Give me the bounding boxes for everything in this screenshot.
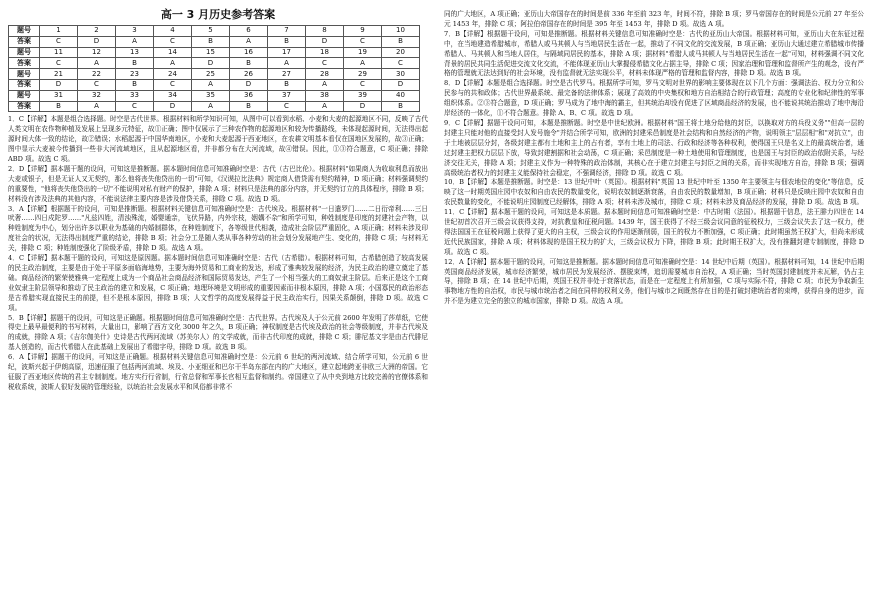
answer-table-row: [9, 36, 420, 47]
answer-cell: 5: [192, 26, 230, 37]
answer-table-row: [9, 90, 420, 101]
answer-cell: 10: [382, 26, 420, 37]
answer-cell: 31: [40, 90, 78, 101]
row-label: 题号: [9, 69, 40, 80]
answer-cell: B: [268, 36, 306, 47]
page-title: 高一 3 月历史参考答案: [160, 8, 276, 21]
explanation-paragraph: 12．A【详解】据本题干题的设问，可知这是推断题。据本题时间信息可知准确时空是：14 世纪中后期（英国）。根据材料可知，14 世纪中后期英国商品经济发展，城市经济繁荣，城市居民为发展经济、摆脱束缚，追切需要城市自治权，A 项正确；当时英国封建制度并未瓦解，仍占主导，排除 B 项；在 14 世纪中后期，英国王权并非处于衰落状态，而是在一定程度上有所加强，C 项与实际不符，排除 C 项；市民为争取新生事物地方性的自治权，市民与城市统治者之间在同样的权利义务，他们与城市之间既然存在目的是打破封建统治者的束缚，获得自身的进步，而并不是为建立完全的独立的城市国家，排除 D 项。故选 A 项。: [444, 257, 864, 306]
explanation-paragraph: 3．A【详解】根据题干的设问，可知是推断题。根据材料关键信息可知准确时空是：古代埃及。根据材料"一日遣罗门……二日衍帝利……三日吠奢……四日戍陀罗……"凡兹四姓，清浊殊流，婚婴通亲，飞伏异路，内外宗枝，姻媾不杂"和所学可知，种姓制度是印度的封建社会产物，以种姓制度为中心，划分出许多以职业为基础的内婚制群体，在种姓制度下，各等级世代相袭，造成社会阶层严重固化，A 项正确；材料未涉及印度社会的状况，无法得出制度严重的结论，排除 B 项；社会分工是随人类从事各种劳动的社会划分发展地产生、变化的，排除 C 项；与材料无关，排除 C 项；种姓制度强化了阶级矛盾，排除 D 项。故选 A 项。: [8, 204, 428, 253]
row-label: 题号: [9, 90, 40, 101]
answer-cell: D: [78, 36, 116, 47]
answer-cell: C: [268, 101, 306, 112]
right-column: [444, 10, 864, 307]
answer-cell: 13: [116, 47, 154, 58]
answer-cell: C: [78, 79, 116, 90]
answer-cell: D: [192, 58, 230, 69]
explanation-paragraph: 9．C【详解】据题干设问可知，本题是推断题。时空是中世纪欧洲。根据材料"国王将土地分给他的封臣，以换取对方的兵役义务""但高一层的封建主只能对他的直接受封人发号施令"并结合所学可知，欧洲的封建采邑制度是社会结构和自然经济的产物，说明领主"层层相"和"对抗立"，由于土地被层层分封，各级封建主都有土地和主上的占有者，享有土地上的司法、行政和经济等各种权利，使得国王只是名义上的最高统治者，通过封建主把权力层层下放，导致封建割据和社会动荡，C 项正确；采邑制度是一种土地使用和管理制度，也是国王与封臣的政治依附关系，与经济交往无关，排除 A 项；封建主义作为一种特殊的政治体制，其核心在于建立封建主与封臣之间的关系，而非实现地方自治，排除 B 项；强调高级统治者权力的封建主义能保持社会稳定，不强调经济，排除 D 项。故选 C 项。: [444, 118, 864, 177]
answer-cell: 15: [192, 47, 230, 58]
answer-cell: 4: [154, 26, 192, 37]
answer-cell: 22: [78, 69, 116, 80]
answer-cell: A: [154, 58, 192, 69]
explanation-paragraph: 7．B【详解】根据题干设问，可知是推断题。根据材料关键信息可知准确时空是：古代的亚历山大帝国。根据材料可知，亚历山大在东征过程中，在当地建造希腊城市，希腊人或马其顿人与当地居民生活在一起，推动了不同文化的交流发展，B 项正确；亚历山大通过建立希腊城市传播希腊人、马其顿人和当地人居住，与隔域同居民的基本，排除 A 项；据材料"希腊人或马其顿人与当地居民生活在一起"可知，材料强调不同文化背景的居民共同生活促进交流文化交流，不能体现亚历山大掌握侵希腊文化占据主导，排除 C 项；因家治理和管理和监督所产生的观念，没有严格的管理就无法达到好的社会环境，没有监督就无法实现公平，材料未体现严格的管理和监督内容，排除 D 项。故选 B 项。: [444, 29, 864, 78]
answer-cell: B: [116, 58, 154, 69]
answer-cell: C: [154, 36, 192, 47]
answer-cell: D: [40, 79, 78, 90]
answer-table-row: [9, 69, 420, 80]
row-label: 答案: [9, 79, 40, 90]
answer-cell: C: [116, 101, 154, 112]
answer-cell: 18: [306, 47, 344, 58]
explanation-paragraph: 5．B【详解】据题干的设问，可知这是正确题。根据题时间信息可知准确时空是：古代世界。古代埃及人于公元前 2600 年发明了莎草纸，它使得史上最早最便利的书写材料，大量出口，影响了西方文化 3000 年之久，B 项正确；神权制度是古代埃及政治的社会等级制度，并非古代埃及的成就，排除 A 项；《吉尔伽美什》史诗是古代两河流域（苏美尔人）的文学成就，而非古代印度的成就，排除 C 项；腓尼基文字是由古代腓尼基人创造的，而古代希腊人在此基础上发展出了希腊字母，排除 D 项。故选 B 项。: [8, 313, 428, 352]
answer-cell: 3: [116, 26, 154, 37]
answer-cell: B: [192, 36, 230, 47]
answer-cell: 2: [78, 26, 116, 37]
answer-cell: 23: [116, 69, 154, 80]
answer-cell: 35: [192, 90, 230, 101]
row-label: 答案: [9, 36, 40, 47]
answer-cell: C: [344, 79, 382, 90]
explanation-paragraph: 4．C【详解】据本题干题的设问，可知这是原因题。据本题时间信息可知准确时空是：古代（古希腊）。根据材料可知，古希腊创造了较高发展的民主政治制度，主要是由于处于平原多面临海地势，主要为海外贸易和工商业的发达，形成了雅典较发展的经济，为民主政治的建立奠定了基础。商品经济的繁荣使雅典一定程度上成为一个商品社会商品经济和国际贸易发达，产生了一个相当强大的工商奴隶主阶层。后来正是这个工商业奴隶主阶层领导和推动了民主政治的建立和发展，C 项正确；地理环境是文明形成的重要因素而非根本原因，排除 A 项；小国寡民的政治形态是古希腊实现直接民主的前提，但不是根本原因，排除 B 项；人文哲学的高度发展得益于民主政治实行，因果关系颠倒，排除 D 项。故选 C 项。: [8, 254, 428, 312]
answer-cell: 27: [268, 69, 306, 80]
answer-cell: B: [382, 36, 420, 47]
row-label: 题号: [9, 26, 40, 37]
explanation-paragraph: 11．C【详解】据本题干题的设问，可知这是本质题。据本题时间信息可知准确时空是：中古时期（法国）。根据题干信息，法王腓力四世在 14 世纪初首次召开三级会议获得支持，对抗教皇和征税问题。1439 年，国王获得了不经三级会议同意的征税权力，三级会议失去了这一权力，使得法国国王在征税问题上获得了更大的自主权，三级会议的作用逐渐削弱，国王的权力不断加强，C 项正确；此时期虽然王权扩大，但尚未形成近代民族国家，排除 A 项；材料体现的是国王权力的扩大，三级会议权力下降，排除 B 项；此时期王权扩大，没有推翻封建专制制度，排除 D 项。故选 C 项。: [444, 208, 864, 256]
answer-cell: B: [268, 79, 306, 90]
answer-cell: 9: [344, 26, 382, 37]
answer-cell: A: [344, 58, 382, 69]
answer-cell: C: [382, 58, 420, 69]
row-label: 答案: [9, 58, 40, 69]
answer-cell: B: [230, 58, 268, 69]
answer-cell: 29: [344, 69, 382, 80]
answer-cell: A: [78, 58, 116, 69]
answer-cell: 25: [192, 69, 230, 80]
answer-cell: B: [40, 101, 78, 112]
answer-cell: 14: [154, 47, 192, 58]
answer-cell: A: [192, 101, 230, 112]
answer-cell: 34: [154, 90, 192, 101]
answer-cell: D: [306, 36, 344, 47]
answer-cell: 36: [230, 90, 268, 101]
answer-cell: 21: [40, 69, 78, 80]
answer-cell: 20: [382, 47, 420, 58]
answer-cell: 24: [154, 69, 192, 80]
answer-cell: 26: [230, 69, 268, 80]
answer-cell: 37: [268, 90, 306, 101]
answer-cell: 30: [382, 69, 420, 80]
answer-cell: A: [192, 79, 230, 90]
answer-cell: 33: [116, 90, 154, 101]
answer-cell: 38: [306, 90, 344, 101]
row-label: 答案: [9, 101, 40, 112]
answer-cell: B: [382, 101, 420, 112]
answer-cell: 8: [306, 26, 344, 37]
answer-cell: 1: [40, 26, 78, 37]
answer-cell: 7: [268, 26, 306, 37]
answer-cell: A: [78, 101, 116, 112]
answer-cell: D: [154, 101, 192, 112]
explanation-paragraph: 同的广大地区，A 项正确；亚历山大帝国存在的时间是前 336 年至前 323 年，时间不符，排除 B 项；罗马帝国存在的时间是公元前 27 年至公元 1453 年，排除 C 项；阿拉伯帝国存在的时间是 395 年至 1453 年，排除 D 项。故选 A 项。: [444, 10, 864, 28]
answer-cell: 6: [230, 26, 268, 37]
answer-cell: 39: [344, 90, 382, 101]
answer-cell: D: [230, 79, 268, 90]
answer-table: [8, 25, 420, 112]
answer-cell: A: [306, 79, 344, 90]
answer-table-row: [9, 58, 420, 69]
right-explanations: [444, 10, 864, 307]
answer-cell: 19: [344, 47, 382, 58]
answer-table-row: [9, 101, 420, 112]
explanation-paragraph: 10．B【详解】本题是推断题。时空是：13 世纪中叶（英国）。根据材料"英国 13 世纪中叶至 1350 年主要领主与佃农地位的变化"等信息，反映了这一时期英国庄园中农奴和自由农民的数量变化，说明农奴制逐渐衰落，自由农民的数量增加，B 项正确；材料只是反映庄园中农奴和自由农民数量的变化，不能说明庄园制度已经解体，排除 A 项；材料未涉及城市，排除 C 项；材料未涉及商品经济的发展，排除 D 项。故选 B 项。: [444, 178, 864, 207]
answer-cell: C: [306, 58, 344, 69]
answer-table-row: [9, 47, 420, 58]
answer-cell: A: [116, 36, 154, 47]
explanation-paragraph: 1．C【详解】本题是组合选择题。时空是古代世界。根据材料和所学知识可知，从图中可以看到水稻、小麦和大麦的起源地区不同，反映了古代人类文明在农作物种植及发展上呈现多元特征，故①正确；图中仅展示了三种农作物的起源地区和较为传播路线，未体现起源时间，无法得出起源时间大体一致的结论，故②错误；水稻起源于中国华南地区，小麦和大麦起源于西亚地区，在农耕文明基本看仅在国地区发展的，故③正确；图中显示大麦被今传播到一些非大河流域地区，且从起源地区看，并非都分布在大河流域，故④错误。因此，①③符合题意，C 项正确；排除 ABD 项。故选 C 项。: [8, 115, 428, 163]
answer-cell: B: [116, 79, 154, 90]
answer-cell: A: [230, 36, 268, 47]
row-label: 题号: [9, 47, 40, 58]
answer-cell: C: [154, 79, 192, 90]
answer-cell: 17: [268, 47, 306, 58]
answer-cell: C: [40, 58, 78, 69]
answer-cell: 28: [306, 69, 344, 80]
answer-cell: 32: [78, 90, 116, 101]
answer-cell: 11: [40, 47, 78, 58]
answer-table-row: [9, 79, 420, 90]
left-column: [8, 6, 428, 393]
explanation-paragraph: 8．D【详解】本题是组合选择题。时空是古代罗马。根据所学可知，罗马文明对世界的影响主要体现在以下几个方面：强调法治、权力分立和公民参与的共和政体；古代世界最系统、最完备的法律体系；展现了高效的中央集权和地方自治相结合的行政管理；高度的专业化和纪律性的军事组织体系。②③符合题意，D 项正确；罗马成为了地中海的霸主，但其统治却没有促进了区域商品经济的发展，也不能说其统治推动了地中海沿岸经济的一体化，①不符合题意。排除 A、B、C 项。故选 D 项。: [444, 79, 864, 118]
answer-cell: 40: [382, 90, 420, 101]
answer-cell: D: [382, 79, 420, 90]
answer-cell: D: [344, 101, 382, 112]
explanation-paragraph: 2．D【详解】据本题干题的设问，可知这是推断题。据本题时间信息可知准确时空是：古代（古巴比伦）。根据材料"如果商人为收取利息而放出大麦或银子，但是无证人又无契约，那么他将丧失他贷出的一切"可知，《汉谟拉比法典》规定商人借贷需有契约精神，D 项正确；材料强调契约的重要性，"他将丧失他贷出的一切"不能说明对私有财产的保护，排除 A 项；材料只是法典的部分内容，并无契约订立的具体程序，排除 B 项；材料没有涉及法典的其他内容，不能说法律主要内容是涉及借贷关系，排除 C 项。故选 D 项。: [8, 164, 428, 203]
answer-cell: C: [344, 36, 382, 47]
explanation-paragraph: 6．A【详解】据题干的设问，可知这是正确题。根据材料关键信息可知准确时空是：公元前 6 世纪的两河流域、结合所学可知，公元前 6 世纪，波斯兴起于伊朗高原，迅速征服了包括两河流域、埃及、小亚细亚和巴尔干半岛东部在内的广大地区，建立起地跨亚非欧三大洲的帝国。它征服了西亚地区传统的君主专制制度。地方实行行省制，行省总督和军事长官相互监督和制约。帝国建立了从中央到地方比较完善的官僚体系和税收系统，波斯人很好发展的管理经验，以统治社会发展水平和风俗都非常不: [8, 353, 428, 391]
answer-cell: A: [268, 58, 306, 69]
answer-cell: 16: [230, 47, 268, 58]
answer-cell: C: [40, 36, 78, 47]
answer-table-row: [9, 26, 420, 37]
answer-cell: B: [230, 101, 268, 112]
answer-cell: 12: [78, 47, 116, 58]
answer-cell: A: [306, 101, 344, 112]
left-explanations: [8, 115, 428, 392]
